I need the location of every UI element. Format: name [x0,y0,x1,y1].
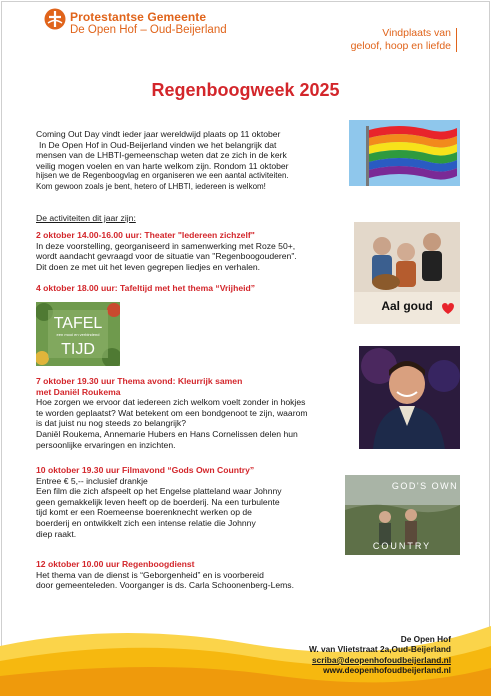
event-heading: 4 oktober 18.00 uur: Tafeltijd met het thema “Vrijheid” [36,283,256,293]
intro-line: mensen van de LHBTI-gemeenschap weten dat ze zich in de kerk [36,150,287,161]
event-line: Entree € 5,-- inclusief drankje [36,475,148,486]
daniel-roukema-photo [359,346,460,449]
intro-line: Kom gewoon zoals je bent, hetero of LHBTI, iedereen is welkom! [36,181,266,191]
event-filmavond [36,465,282,539]
aal-goud-label: Aal goud [381,299,433,313]
event-regenboogdienst [36,559,294,591]
event-line: persoonlijke ervaringen en inzichten. [36,439,176,450]
event-line: door gemeenteleden. Voorganger is ds. Carla Schoonenberg-Lems. [36,580,294,591]
event-heading: 7 oktober 19.30 uur Thema avond: Kleurrijk samen [36,376,243,386]
film-title-1: GOD'S OWN [391,481,459,491]
tagline-line-2: geloof, hoop en liefde [350,40,451,52]
tagline [351,27,451,53]
event-line: Het thema van de dienst is “Geborgenheid” en is voorbereid [36,569,264,580]
intro-line: In De Open Hof in Oud-Beijerland vinden we het belangrijk dat [39,139,277,150]
intro-line: veilig mogen voelen en van harte welkom zijn. Rondom 11 oktober [36,160,289,171]
tafel-subtext: een mooi en verbindend [56,332,100,337]
event-themaavond [36,376,308,450]
footer-contact [309,634,451,676]
tafel-text: TAFEL [53,315,103,332]
page-title: Regenboogweek 2025 [151,80,340,100]
tagline-line-1: Vindplaats van [382,27,451,39]
footer-website-link[interactable]: www.deopenhofoudbeijerland.nl [323,665,451,676]
event-line: is dat juist nu nog steeds zo belangrijk? [36,418,187,429]
footer-address: W. van Vlietstraat 2a,Oud-Beijerland [308,644,451,655]
intro-line: hijsen we de Regenboogvlag en organiseren we een aantal activiteiten. [36,171,289,181]
event-line: Daniël Roukema, Annemarie Hubers en Hans Cornelissen delen hun [36,428,298,439]
tagline-divider [456,28,458,52]
rainbow-flag-image [349,120,460,186]
org-name: Protestantse Gemeente [70,10,207,24]
event-heading: 12 oktober 10.00 uur Regenboogdienst [36,559,195,569]
tafeltijd-image [36,302,120,366]
aal-goud-image [354,222,460,324]
event-line: te worden geplaatst? Wat betekent om een bondgenoot te zijn, waarom [36,407,308,418]
tijd-text: TIJD [61,341,95,358]
event-heading: 2 oktober 14.00-16.00 uur: Theater "Iedereen zichzelf" [36,230,255,240]
event-line: Dit doen ze met uit het leven gegrepen liedjes en verhalen. [36,261,261,272]
footer-name: De Open Hof [400,634,451,644]
footer-email-link[interactable]: scriba@deopenhofoudbeijerland.nl [311,654,451,665]
event-line: tijd komt er een Roemeense boerenknecht werken op de [36,507,252,518]
event-line: Een film die zich afspeelt op het Engelse platteland waar Johnny [36,486,282,497]
intro-line: Coming Out Day vindt ieder jaar wereldwijd plaats op 11 oktober [36,129,281,139]
church-logo-icon [44,8,66,30]
event-line: geen gemakkelijk leven heeft op de boerderij. Na een turbulente [36,496,280,507]
event-heading: met Daniël Roukema [36,386,121,397]
film-poster-image [345,475,460,555]
event-tafeltijd [36,283,255,294]
activities-heading: De activiteiten dit jaar zijn: [36,213,136,223]
event-theater [36,230,297,272]
intro-paragraph [36,129,289,193]
event-line: diep raakt. [36,528,77,539]
film-title-2: COUNTRY [372,541,432,551]
event-line: In deze voorstelling, georganiseerd in samenwerking met Roze 50+, [36,240,296,251]
event-line: Hoe zorgen we ervoor dat iedereen zich welkom voelt zonder in hokjes [36,397,306,408]
org-location: De Open Hof – Oud-Beijerland [70,24,227,36]
event-line: wordt aandacht gevraagd voor de situatie van "Regenboogouderen". [36,251,297,262]
event-heading: 10 oktober 19.30 uur Filmavond “Gods Own Country” [36,465,255,475]
event-line: boerderij en ontwikkelt zich een intense relatie die Johnny [36,517,256,528]
